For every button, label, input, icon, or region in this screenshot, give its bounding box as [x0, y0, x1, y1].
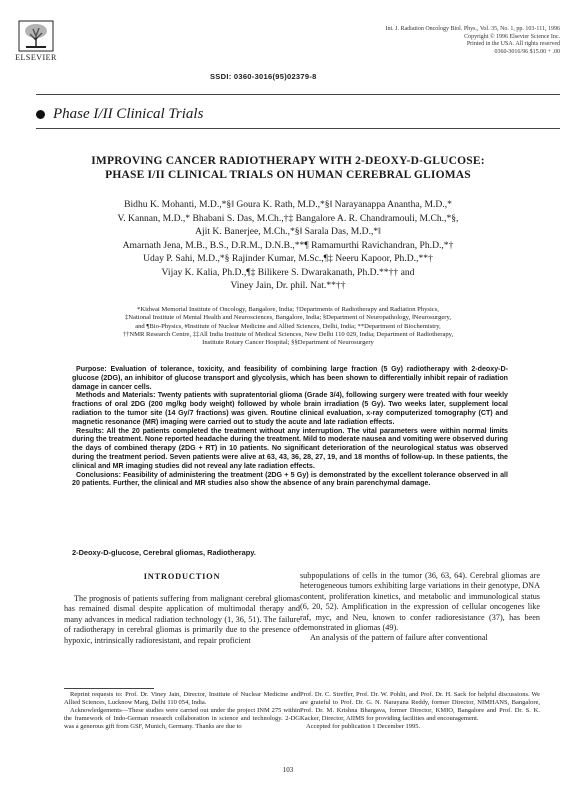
title-line: PHASE I/II CLINICAL TRIALS ON HUMAN CEREBRAL GLIOMAS	[105, 169, 471, 181]
footnote-acknowledgements: Acknowledgements—These studies were carried out under the project INM 275 within the framework of Indo-German research collaboration in science and technology. 2-DG was a generous gift from GSF, Munich, Germany. Thanks are due to	[64, 707, 300, 730]
article-title	[20, 154, 556, 182]
affiliation-line: Institute Rotary Cancer Hospital; §§Department of Neurosurgery	[202, 339, 374, 347]
author-list	[26, 198, 550, 293]
title-line: IMPROVING CANCER RADIOTHERAPY WITH 2-DEOXY-D-GLUCOSE:	[91, 155, 485, 167]
header-divider	[36, 94, 560, 95]
journal-line: Copyright © 1996 Elsevier Science Inc.	[464, 33, 560, 40]
intro-paragraph: An analysis of the pattern of failure after conventional	[310, 633, 488, 643]
keywords: 2-Deoxy-D-glucose, Cerebral gliomas, Radiotherapy.	[72, 548, 256, 557]
abstract-methods: Methods and Materials: Twenty patients with supratentorial glioma (Grade 3/4), following surgery were treated with four weekly fractions of oral 2DG (200 mg/kg body weight) followed by whole brain irradiation (5 Gy). Two weeks later, supplement local radiation to the tumor site (14 Gy/7 fractions) was given. Routine clinical evaluation, x-ray computerized tomography (CT) and magnetic resonance (MR) imaging were carried out to study the acute and late radiation effects.	[72, 391, 508, 426]
footnote-acknowledgements-cont: Prof. Dr. C. Streffer, Prof. Dr. W. Pohlit, and Prof. Dr. H. Sack for helpful discussions. We are grateful to Prof. Dr. G. N. Narayana Reddy, former Director, NIMHANS, Bangalore, Prof. Dr. M. Krishna Bhargava, former Director, KMIO, Bangalore and Prof. Dr. S. K. Kacker, Director, AIIMS for providing facilities and encouragement.	[300, 691, 540, 722]
publisher-name: ELSEVIER	[15, 53, 57, 62]
journal-line: Printed in the USA. All rights reserved	[466, 41, 560, 47]
footnotes-left	[64, 691, 300, 731]
affiliation-line: *Kidwai Memorial Institute of Oncology, Bangalore, India; †Departments of Radiotherapy and Radiation Physics,	[137, 306, 439, 313]
intro-paragraph: The prognosis of patients suffering from malignant cerebral gliomas has remained dismal despite application of multimodal therapy and many advances in medical radiation technology (1, 36, 51). The failure of radiotherapy in cerebral gliomas is primarily due to the presence of hypoxic, intrinsically radioresistant, and repair proficient	[64, 594, 300, 645]
section-label-text: Phase I/II Clinical Trials	[53, 106, 204, 122]
author-line: V. Kannan, M.D.,* Bhabani S. Das, M.Ch.,†‡ Bangalore A. R. Chandramouli, M.Ch.,*§,	[117, 212, 459, 224]
introduction-heading: INTRODUCTION	[143, 572, 221, 581]
section-bullet-icon	[36, 110, 45, 119]
author-line: Bidhu K. Mohanti, M.D.,*§‖ Goura K. Rath, M.D.,*§‖ Narayanappa Anantha, M.D.,*	[124, 199, 452, 210]
journal-citation	[350, 26, 560, 56]
body-column-left	[64, 594, 300, 646]
author-line: Vijay K. Kalia, Ph.D.,¶‡ Bilikere S. Dwarakanath, Ph.D.**†† and	[161, 266, 415, 278]
footnotes-right	[300, 691, 540, 731]
affiliation-line: ‡National Institute of Mental Health and Neurosciences, Bangalore, India; §Department of Neuropathology, ‖Neurosurgery,	[124, 314, 452, 322]
author-line: Amarnath Jena, M.B., B.S., D.R.M., D.N.B.,**¶ Ramamurthi Ravichandran, Ph.D.,*†	[122, 239, 454, 251]
author-line: Viney Jain, Dr. phil. Nat.**††	[230, 280, 346, 291]
author-line: Uday P. Sahi, M.D.,*§ Rajinder Kumar, M.Sc.,¶‡ Neeru Kapoor, Ph.D.,**†	[143, 253, 433, 264]
publisher-logo	[12, 20, 60, 62]
journal-line: 0360-3016/96 $15.00 + .00	[494, 48, 560, 55]
page-number: 103	[282, 766, 294, 774]
section-divider	[36, 128, 560, 129]
section-label	[36, 106, 203, 123]
footnote-divider	[64, 688, 154, 689]
elsevier-tree-icon	[18, 20, 54, 52]
affiliation-line: and ¶Bio-Physics, #Institute of Nuclear Medicine and Allied Sciences, Delhi, India; **Department of Biochemistry,	[135, 322, 441, 330]
affiliation-line: ††NMR Research Centre, ‡‡All India Institute of Medical Sciences, New Delhi 110 029, India; Department of Radiotherapy,	[122, 330, 454, 338]
abstract-conclusions: Conclusions: Feasibility of administering the treatment (2DG + 5 Gy) is demonstrated by the excellent tolerance observed in all 20 patients. Further, the clinical and MR studies also show the absence of any brain parenchymal damage.	[72, 470, 508, 488]
author-line: Ajit K. Banerjee, M.Ch.,*§‖ Sarala Das, M.D.,*‖	[195, 226, 381, 237]
abstract	[72, 365, 508, 488]
ssdi-code: SSDI: 0360-3016(95)02379-8	[210, 72, 317, 81]
journal-line: Int. J. Radiation Oncology Biol. Phys., Vol. 35, No. 1, pp. 103-111, 1996	[385, 26, 560, 32]
intro-paragraph: subpopulations of cells in the tumor (36, 63, 64). Cerebral gliomas are heterogeneous tumors exhibiting large variations in their genotype, DNA content, proliferation kinetics, and metabolic and immunological status (6, 20, 52). Amplification in the expression of cellular oncogenes like raf, myc, and Neu, known to confer radioresistance (37), has been demonstrated in gliomas (49).	[300, 571, 540, 633]
abstract-purpose: Purpose: Evaluation of tolerance, toxicity, and feasibility of combining large fraction (5 Gy) radiotherapy with 2-deoxy-D-glucose (2DG), an inhibitor of glucose transport and glycolysis, which has been shown to differentially inhibit repair of radiation damage in cancer cells.	[72, 365, 508, 391]
body-column-right	[300, 571, 540, 644]
abstract-results: Results: All the 20 patients completed the treatment without any interruption. The vital parameters were within normal limits during the treatment. None reported headache during the treatment. Mild to moderate nausea and vomiting were observed during the days of combined therapy (2DG + RT) in 10 patients. No significant deterioration of the neurological status was observed during the treatment period. Seven patients were alive at 63, 43, 36, 28, 27, 19, and 18 months of follow-up. In these patients, the clinical and MR imaging studies did not reveal any late radiation effects.	[72, 426, 508, 470]
footnote-accepted: Accepted for publication 1 December 1995.	[306, 723, 421, 730]
affiliations	[52, 306, 524, 347]
footnote-reprint: Reprint requests to: Prof. Dr. Viney Jain, Director, Institute of Nuclear Medicine and Allied Sciences, Lucknow Marg, Delhi 110 054, India.	[64, 691, 300, 706]
